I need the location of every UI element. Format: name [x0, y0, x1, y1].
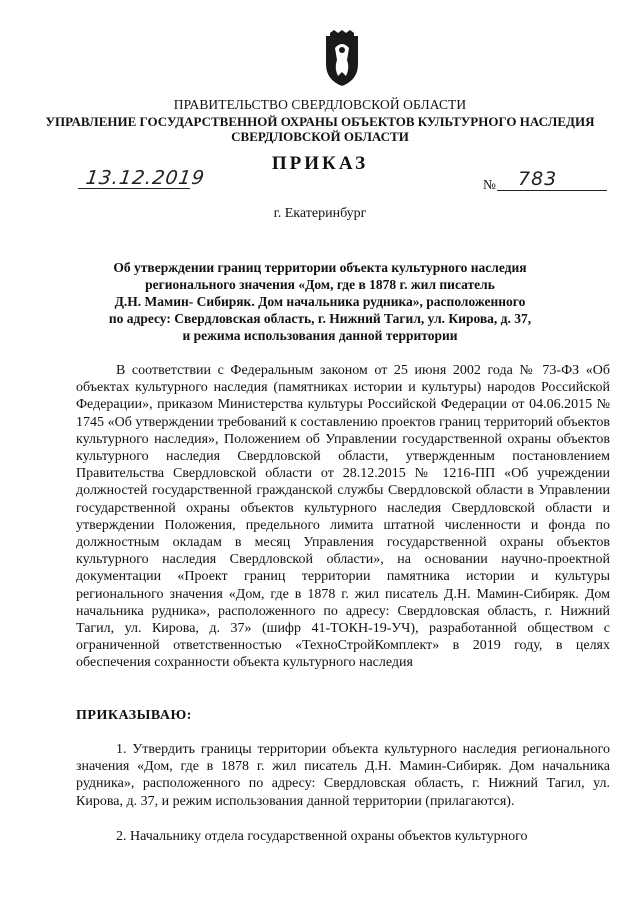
order-subject: [90, 259, 550, 344]
handwritten-number: 783: [518, 168, 558, 190]
subject-line: Д.Н. Мамин- Сибиряк. Дом начальника рудника», расположенного: [114, 294, 526, 309]
handwritten-date: 13.12.2019: [84, 167, 207, 189]
government-name: ПРАВИТЕЛЬСТВО СВЕРДЛОВСКОЙ ОБЛАСТИ: [173, 97, 467, 112]
subject-line: регионального значения «Дом, где в 1878 г. жил писатель: [145, 277, 495, 292]
subject-line: Об утверждении границ территории объекта культурного наследия: [113, 260, 527, 275]
department-line-2: СВЕРДЛОВСКОЙ ОБЛАСТИ: [231, 129, 409, 144]
order-item-2: 2. Начальнику отдела государственной охраны объектов культурного: [116, 829, 528, 844]
number-label: №: [483, 177, 496, 192]
department-name: [0, 114, 640, 144]
date-underline: [78, 188, 190, 189]
subject-line: и режима использования данной территории: [182, 328, 458, 343]
city: г. Екатеринбург: [273, 206, 367, 221]
document-type: ПРИКАЗ: [271, 153, 369, 174]
order-item-1: 1. Утвердить границы территории объекта культурного наследия регионального значения «Дом, где в 1878 г. жил писатель Д.Н. Мамин-Сибиряк. Дом начальника рудника», расположенного по адресу: Свердловская область, г. Нижний Тагил, ул. Кирова, д. 37, и режим использования данной территории (прилагаются).: [76, 742, 610, 809]
department-line-1: УПРАВЛЕНИЕ ГОСУДАРСТВЕННОЙ ОХРАНЫ ОБЪЕКТОВ КУЛЬТУРНОГО НАСЛЕДИЯ: [45, 114, 595, 129]
number-underline: [497, 190, 607, 191]
subject-line: по адресу: Свердловская область, г. Нижний Тагил, ул. Кирова, д. 37,: [108, 311, 532, 326]
order-word: ПРИКАЗЫВАЮ:: [76, 708, 192, 723]
preamble-paragraph: В соответствии с Федеральным законом от 25 июня 2002 года № 73-ФЗ «Об объектах культурного наследия (памятниках истории и культуры) народов Российской Федерации», приказом Министерства культуры Российской Федерации от 04.06.2015 № 1745 «Об утверждении требований к составлению проектов границ территорий объектов культурного наследия», Положением об Управлении государственной охраны объектов культурного наследия Свердловской области, утвержденным постановлением Правительства Свердловской области от 28.12.2015 № 1216-ПП «Об учреждении должностей государственной гражданской службы Свердловской области в Управлении государственной охраны объектов культурного наследия Свердловской области и утверждении Положения, предельного лимита штатной численности и фонда по должностным окладам в месяц Управления государственной охраны объектов культурного наследия Свердловской области», на основании научно-проектной документации «Проект границ территории памятника истории и культуры регионального значения «Дом, где в 1878 г. жил писатель Д.Н. Мамин-Сибиряк. Дом начальника рудника», расположенного по адресу: Свердловская область, г. Нижний Тагил, ул. Кирова, д. 37» (шифр 41-ТОКН-19-УЧ), разработанной обществом с ограниченной ответственностью «ТехноСтройКомплект» в 2019 году, в целях обеспечения сохранности объекта культурного наследия: [76, 363, 610, 671]
coat-of-arms-icon: [322, 30, 362, 88]
